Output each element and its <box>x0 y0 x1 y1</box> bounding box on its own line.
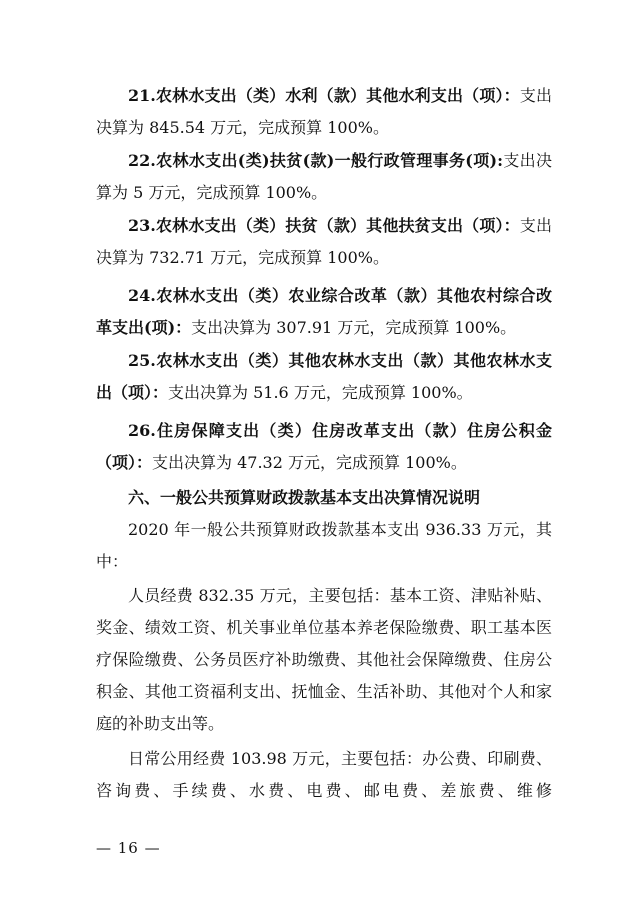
item-24-heading: 24.农林水支出（类）农业综合改革（款）其他农村综合改革支出(项)： <box>96 286 552 337</box>
item-23-heading: 23.农林水支出（类）扶贫（款）其他扶贫支出（项）： <box>128 216 520 235</box>
item-25 <box>96 345 552 409</box>
public-expense-paragraph: 日常公用经费 103.98 万元，主要包括：办公费、印刷费、咨询费、手续费、水费、电费、邮电费、差旅费、维修 <box>96 749 552 800</box>
item-24-text: 支出决算为 307.91 万元，完成预算 100%。 <box>191 318 517 337</box>
item-25-heading: 25.农林水支出（类）其他农林水支出（款）其他农林水支出（项）： <box>96 351 552 402</box>
page-number: — 16 — <box>96 839 161 857</box>
item-22-heading: 22.农林水支出(类)扶贫(款)一般行政管理事务(项): <box>128 151 503 170</box>
item-22-text: 支出决算为 5 万元，完成预算 100%。 <box>96 151 552 202</box>
item-22 <box>96 145 552 209</box>
section-6-intro: 2020 年一般公共预算财政拨款基本支出 936.33 万元，其中： <box>96 520 552 571</box>
item-23 <box>96 210 552 274</box>
item-21-text: 支出决算为 845.54 万元，完成预算 100%。 <box>96 86 552 137</box>
item-21 <box>96 80 552 144</box>
section-6-heading: 六、一般公共预算财政拨款基本支出决算情况说明 <box>128 488 481 507</box>
item-23-text: 支出决算为 732.71 万元，完成预算 100%。 <box>96 216 552 267</box>
item-26-heading: 26.住房保障支出（类）住房改革支出（款）住房公积金（项）： <box>96 421 552 472</box>
item-26 <box>96 415 552 479</box>
item-24 <box>96 280 552 344</box>
personnel-expense-paragraph: 人员经费 832.35 万元，主要包括：基本工资、津贴补贴、奖金、绩效工资、机关事业单位基本养老保险缴费、职工基本医疗保险缴费、公务员医疗补助缴费、其他社会保障缴费、住房公积金、其他工资福利支出、抚恤金、生活补助、其他对个人和家庭的补助支出等。 <box>96 586 552 733</box>
item-25-text: 支出决算为 51.6 万元，完成预算 100%。 <box>168 383 473 402</box>
item-21-heading: 21.农林水支出（类）水利（款）其他水利支出（项）： <box>128 86 520 105</box>
item-26-text: 支出决算为 47.32 万元，完成预算 100%。 <box>152 453 467 472</box>
